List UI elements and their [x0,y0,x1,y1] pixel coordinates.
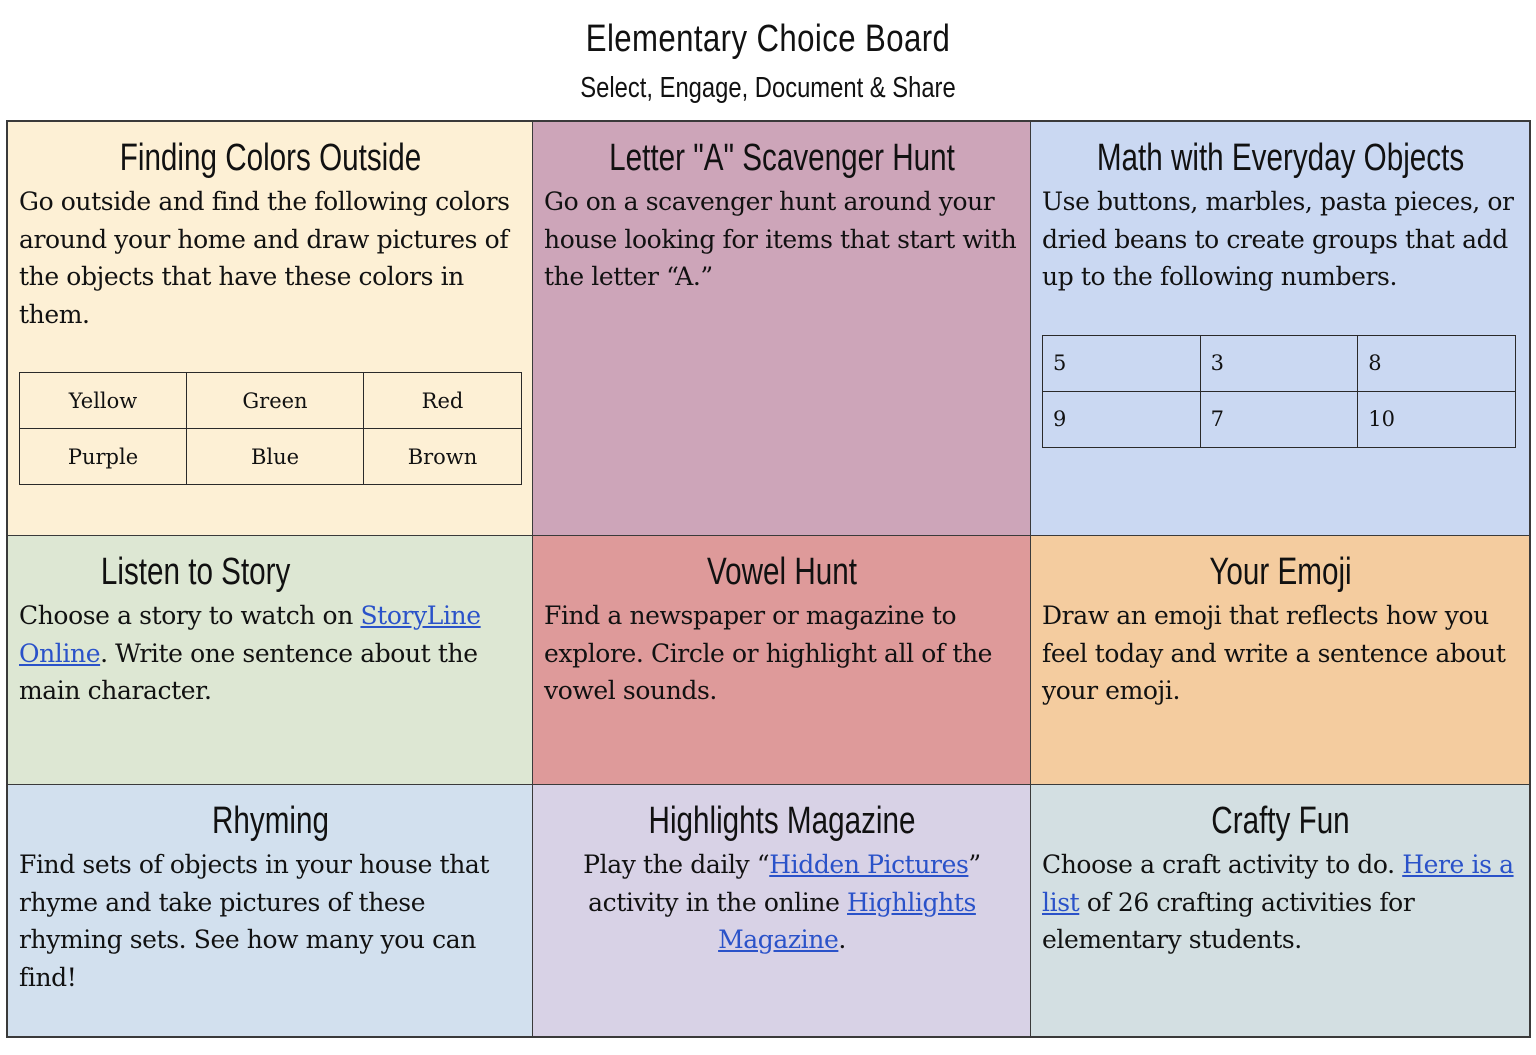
table-cell: 9 [1043,391,1201,447]
table-cell: 3 [1200,335,1358,391]
cell-title: Listen to Story [100,551,291,593]
cell-rhyming [8,785,533,1036]
cell-title: Vowel Hunt [707,551,857,593]
storyline-online-link[interactable]: StoryLine Online [19,601,481,668]
cell-body: Go outside and find the following colors around your home and draw pictures of the objects that have these colors in them. [19,187,510,329]
body-text: ” activity in the online [588,850,981,917]
body-text: Play the daily “ [583,850,770,879]
table-cell: Blue [187,429,364,485]
cell-title: Crafty Fun [1211,800,1350,842]
hidden-pictures-link[interactable]: Hidden Pictures [769,850,969,879]
cell-body: Find a newspaper or magazine to explore. Circle or highlight all of the vowel sounds. [544,601,993,705]
cell-body: Find sets of objects in your house that rhyme and take pictures of these rhyming sets. See how many you can find! [19,850,490,992]
cell-body [19,597,522,710]
table-cell: Red [364,373,522,429]
body-text: Choose a story to watch on [19,601,361,630]
cell-title: Letter "A" Scavenger Hunt [609,137,955,179]
table-cell: Brown [364,429,522,485]
body-text: of 26 crafting activities for elementary students. [1042,887,1415,954]
cell-title: Rhyming [212,800,329,842]
body-text: . [838,925,846,954]
body-text: . Write one sentence about the main character. [19,638,478,705]
cell-listen-to-story [8,536,533,785]
table-cell: 10 [1358,391,1516,447]
page-title: Elementary Choice Board [585,18,951,60]
table-cell: 5 [1043,335,1201,391]
page-subtitle: Select, Engage, Document & Share [580,72,956,104]
cell-body: Draw an emoji that reflects how you feel today and write a sentence about your emoji. [1042,601,1506,705]
table-cell: Purple [20,429,187,485]
craft-list-link[interactable]: Here is a list [1042,850,1514,917]
table-row [20,373,522,429]
table-cell: Green [187,373,364,429]
body-text: Choose a craft activity to do. [1042,850,1403,879]
choice-board-grid [6,120,1531,1038]
cell-highlights-magazine [533,785,1031,1036]
cell-finding-colors-outside [8,122,533,536]
highlights-magazine-link[interactable]: Highlights Magazine [718,887,976,954]
cell-math-with-everyday-objects [1031,122,1529,536]
table-row [1043,391,1516,447]
table-row [1043,335,1516,391]
cell-title: Math with Everyday Objects [1096,137,1465,179]
table-cell: 7 [1200,391,1358,447]
cell-crafty-fun [1031,785,1529,1036]
cell-title: Your Emoji [1209,551,1352,593]
board-header [0,0,1536,120]
table-cell: 8 [1358,335,1516,391]
cell-title: Highlights Magazine [648,800,916,842]
table-row [20,429,522,485]
numbers-table [1042,335,1516,448]
cell-your-emoji [1031,536,1529,785]
cell-title: Finding Colors Outside [119,137,422,179]
cell-body: Go on a scavenger hunt around your house looking for items that start with the letter “A.” [544,187,1017,291]
cell-body [544,846,1020,959]
cell-body: Use buttons, marbles, pasta pieces, or dried beans to create groups that add up to the following numbers. [1042,187,1514,291]
cell-body [1042,846,1519,959]
colors-table [19,372,522,485]
table-cell: Yellow [20,373,187,429]
cell-vowel-hunt [533,536,1031,785]
cell-letter-a-scavenger-hunt [533,122,1031,536]
